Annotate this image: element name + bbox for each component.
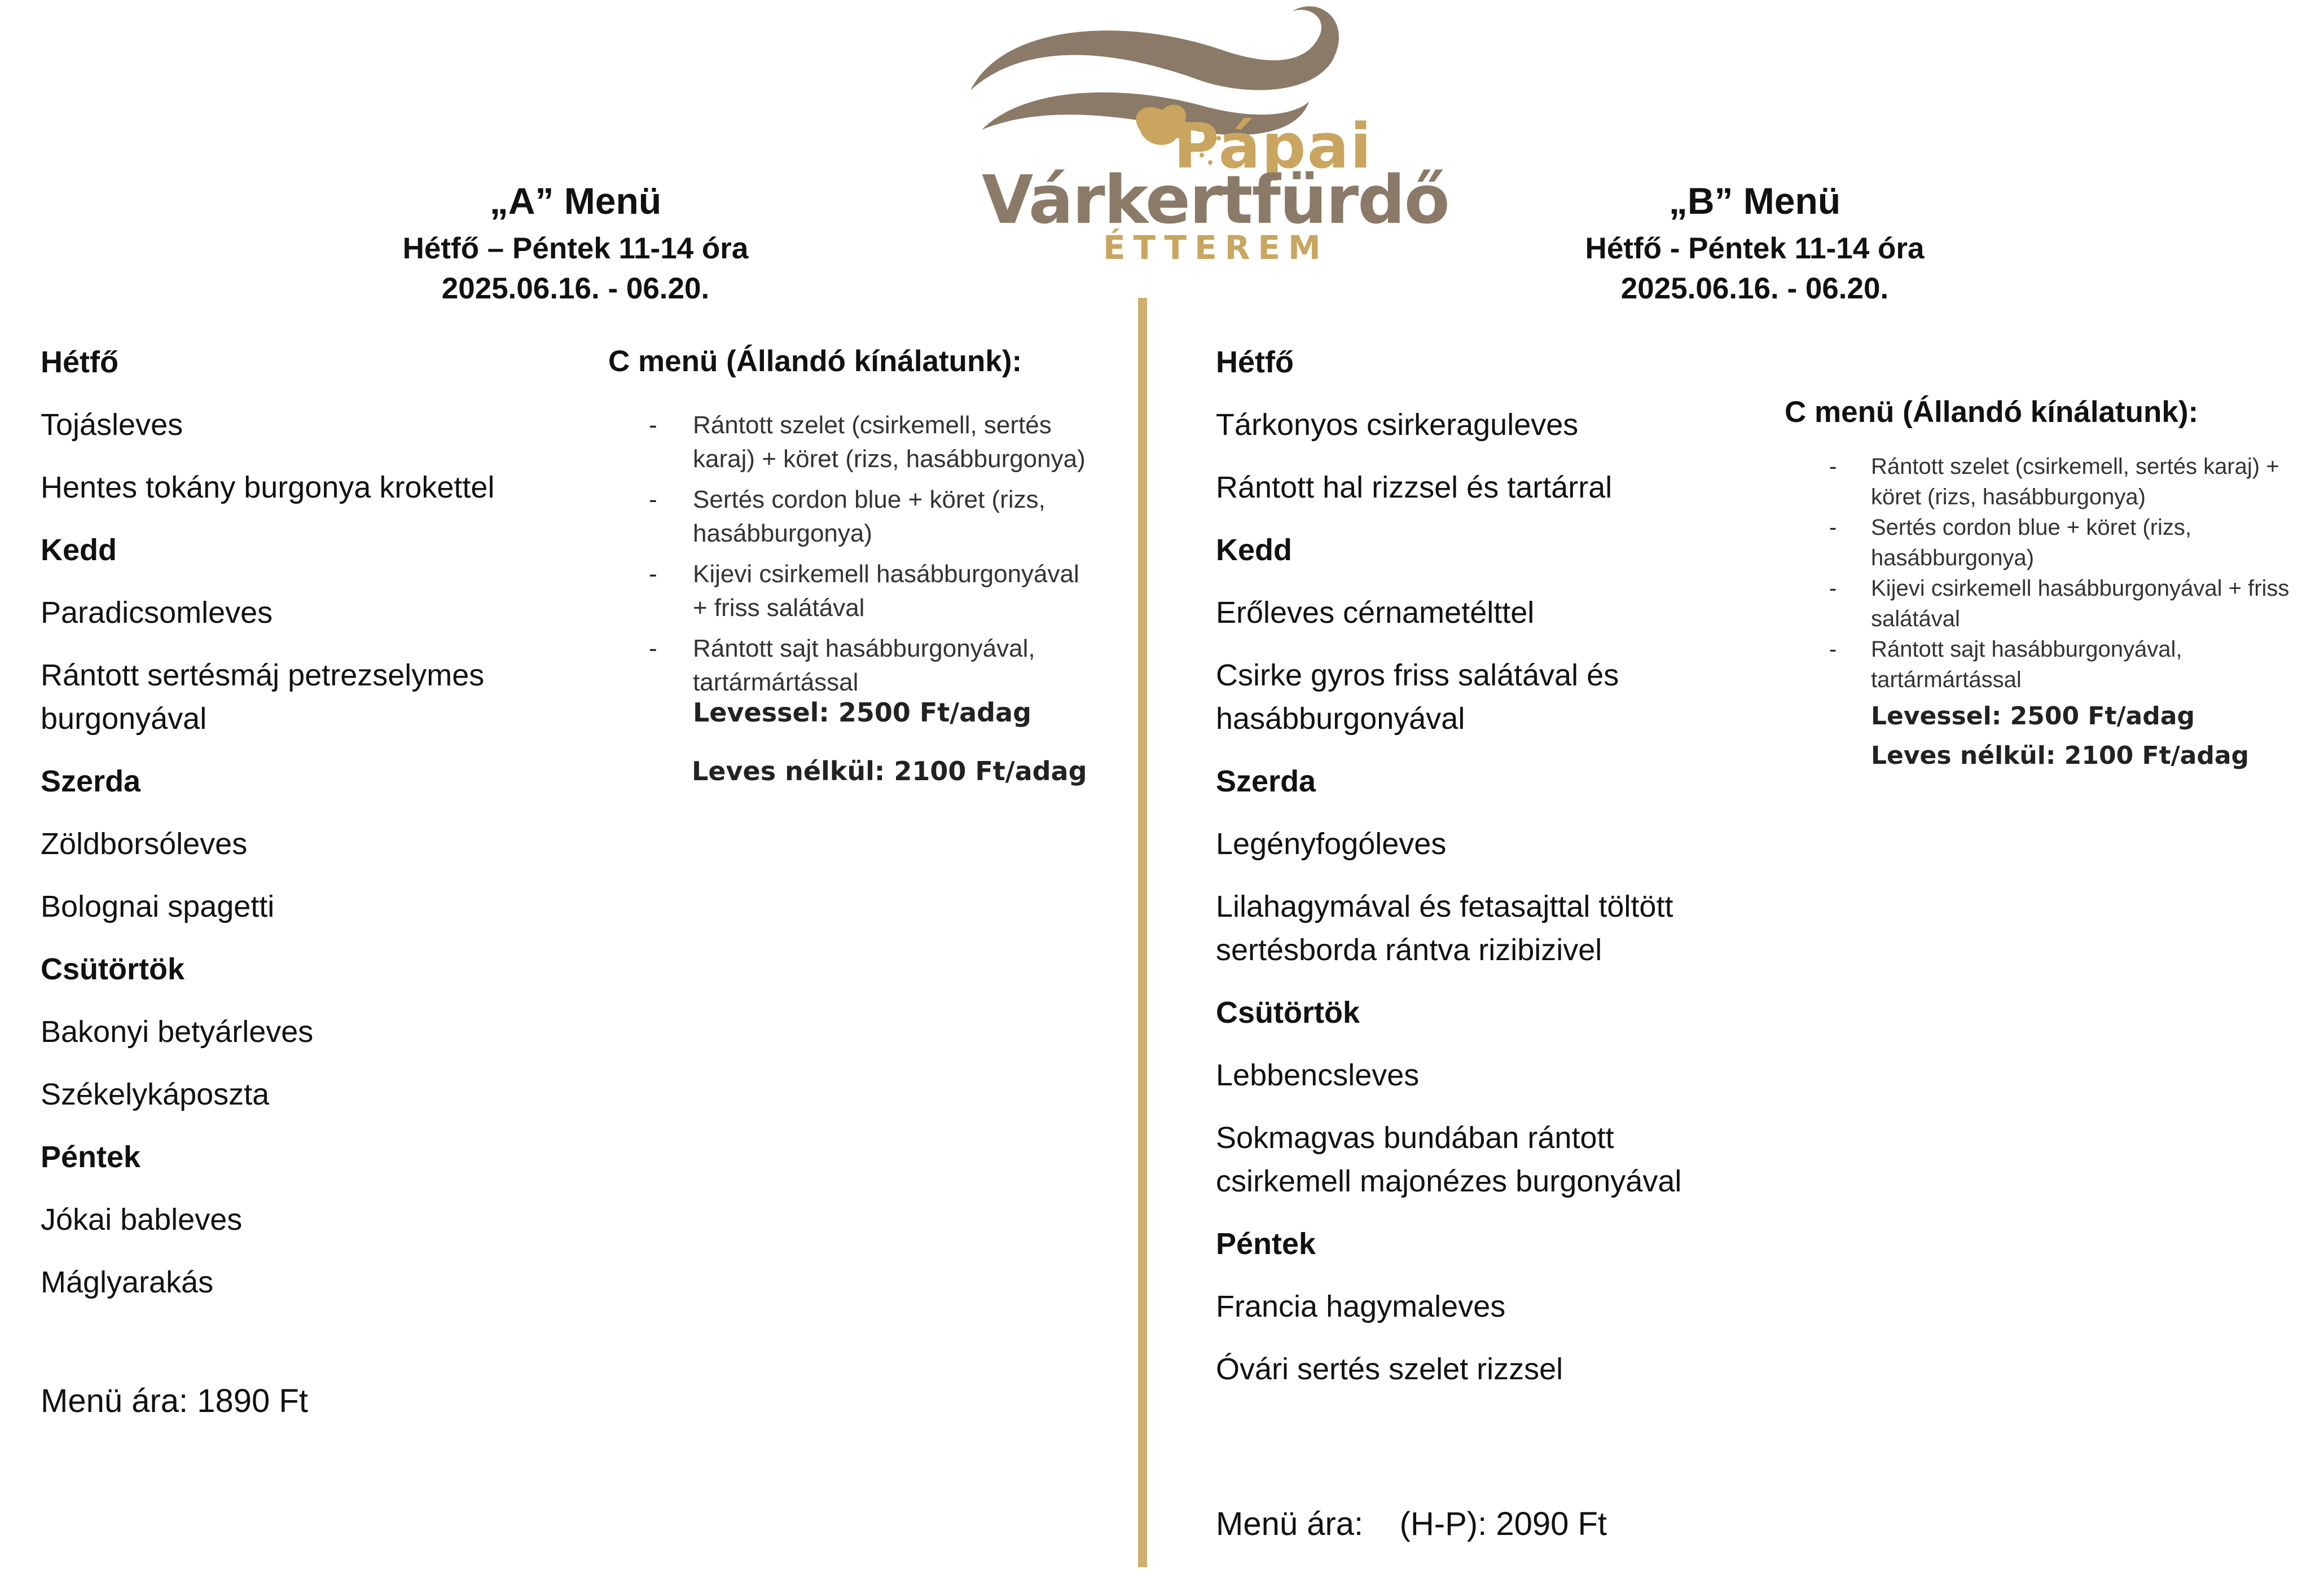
menu-b-main: Óvári sertés szelet rizzsel: [1216, 1352, 1563, 1386]
c-menu-a-list: [649, 408, 1099, 700]
menu-b-hours: Hétfő - Péntek 11-14 óra: [1585, 231, 1925, 265]
vertical-divider: [1138, 298, 1147, 1567]
menu-b-main: Sokmagvas bundában rántott csirkemell majonézes burgonyával: [1216, 1121, 1682, 1198]
c-menu-a-item: - Sertés cordon blue + köret (rizs, hasábburgonya): [649, 486, 1045, 547]
c-menu-a-item: - Rántott szelet (csirkemell, sertés karaj) + köret (rizs, hasábburgonya): [649, 411, 1086, 473]
menu-a-day-heading: Kedd: [41, 533, 117, 567]
c-menu-b-item: - Rántott szelet (csirkemell, sertés karaj) + köret (rizs, hasábburgonya): [1829, 454, 2279, 509]
menu-a-main: Székelykáposzta: [41, 1077, 270, 1111]
menu-a-day-heading: Hétfő: [41, 345, 118, 379]
menu-a-day-heading: Szerda: [41, 764, 141, 798]
menu-b-soup: Erőleves cérnametélttel: [1216, 596, 1535, 630]
menu-a-soup: Zöldborsóleves: [41, 827, 248, 861]
menu-b-main: Rántott hal rizzsel és tartárral: [1216, 470, 1613, 504]
c-menu-b-list: [1829, 451, 2300, 695]
menu-a-main: Hentes tokány burgonya krokettel: [41, 470, 495, 504]
menu-b-days: [1216, 341, 1724, 1391]
c-menu-a-price-without-soup: Leves nélkül: 2100 Ft/adag: [692, 756, 1087, 786]
menu-a-days: [41, 341, 548, 1304]
menu-b-day-heading: Kedd: [1216, 533, 1292, 567]
c-menu-b-item: - Kijevi csirkemell hasábburgonyával + friss salátával: [1829, 576, 2290, 631]
menu-a-main: Bolognai spagetti: [41, 890, 275, 923]
menu-b-header: [1473, 181, 2037, 309]
menu-a-soup: Tojásleves: [41, 408, 183, 442]
menu-b-day-heading: Péntek: [1216, 1227, 1316, 1261]
c-menu-a-item: - Rántott sajt hasábburgonyával, tartármártással: [649, 635, 1035, 696]
menu-b-main: Lilahagymával és fetasajttal töltött sertésborda rántva rizibizivel: [1216, 890, 1673, 967]
menu-b-day-heading: Szerda: [1216, 764, 1316, 798]
menu-a-dates: 2025.06.16. - 06.20.: [441, 272, 710, 306]
menu-a-title: „A” Menü: [489, 180, 662, 222]
menu-a-main: Máglyarakás: [41, 1265, 214, 1299]
menu-b-main: Csirke gyros friss salátával és hasábburgonyával: [1216, 658, 1619, 736]
menu-b-day-heading: Hétfő: [1216, 345, 1294, 379]
menu-b-day-heading: Csütörtök: [1216, 996, 1360, 1030]
c-menu-b-item: - Sertés cordon blue + köret (rizs, hasábburgonya): [1829, 515, 2192, 570]
menu-a-soup: Jókai bableves: [41, 1203, 243, 1237]
c-menu-a-item: - Kijevi csirkemell hasábburgonyával + friss salátával: [649, 560, 1079, 622]
c-menu-a-heading: C menü (Állandó kínálatunk):: [608, 345, 1022, 378]
menu-a-price: Menü ára: 1890 Ft: [41, 1383, 308, 1419]
menu-b-soup: Legényfogóleves: [1216, 827, 1447, 861]
menu-a-soup: Bakonyi betyárleves: [41, 1015, 314, 1049]
restaurant-logo: [959, 0, 1449, 271]
c-menu-b-heading: C menü (Állandó kínálatunk):: [1785, 395, 2199, 429]
menu-a-day-heading: Csütörtök: [41, 952, 184, 986]
c-menu-b-item: - Rántott sajt hasábburgonyával, tartármártással: [1829, 637, 2182, 692]
menu-a-day-heading: Péntek: [41, 1140, 141, 1174]
menu-b-dates: 2025.06.16. - 06.20.: [1620, 272, 1889, 306]
menu-a-hours: Hétfő – Péntek 11-14 óra: [402, 231, 749, 265]
c-menu-b-price-with-soup: Levessel: 2500 Ft/adag: [1871, 702, 2195, 731]
menu-a-main: Rántott sertésmáj petrezselymes burgonyával: [41, 658, 485, 736]
c-menu-b-price-without-soup: Leves nélkül: 2100 Ft/adag: [1871, 741, 2250, 770]
menu-b-price: Menü ára: (H-P): 2090 Ft: [1216, 1506, 1607, 1542]
menu-b-title: „B” Menü: [1668, 180, 1841, 222]
c-menu-a-price-with-soup: Levessel: 2500 Ft/adag: [693, 697, 1032, 728]
logo-line-papai: Pápai: [1174, 110, 1373, 182]
logo-line-etterem: ÉTTEREM: [1103, 228, 1329, 267]
menu-a-soup: Paradicsomleves: [41, 596, 273, 630]
logo-line-varkertfurdo: Várkertfürdő: [982, 161, 1449, 239]
menu-b-soup: Lebbencsleves: [1216, 1058, 1420, 1092]
menu-b-soup: Francia hagymaleves: [1216, 1290, 1506, 1323]
menu-b-soup: Tárkonyos csirkeraguleves: [1216, 408, 1579, 442]
menu-a-header: [293, 181, 858, 309]
